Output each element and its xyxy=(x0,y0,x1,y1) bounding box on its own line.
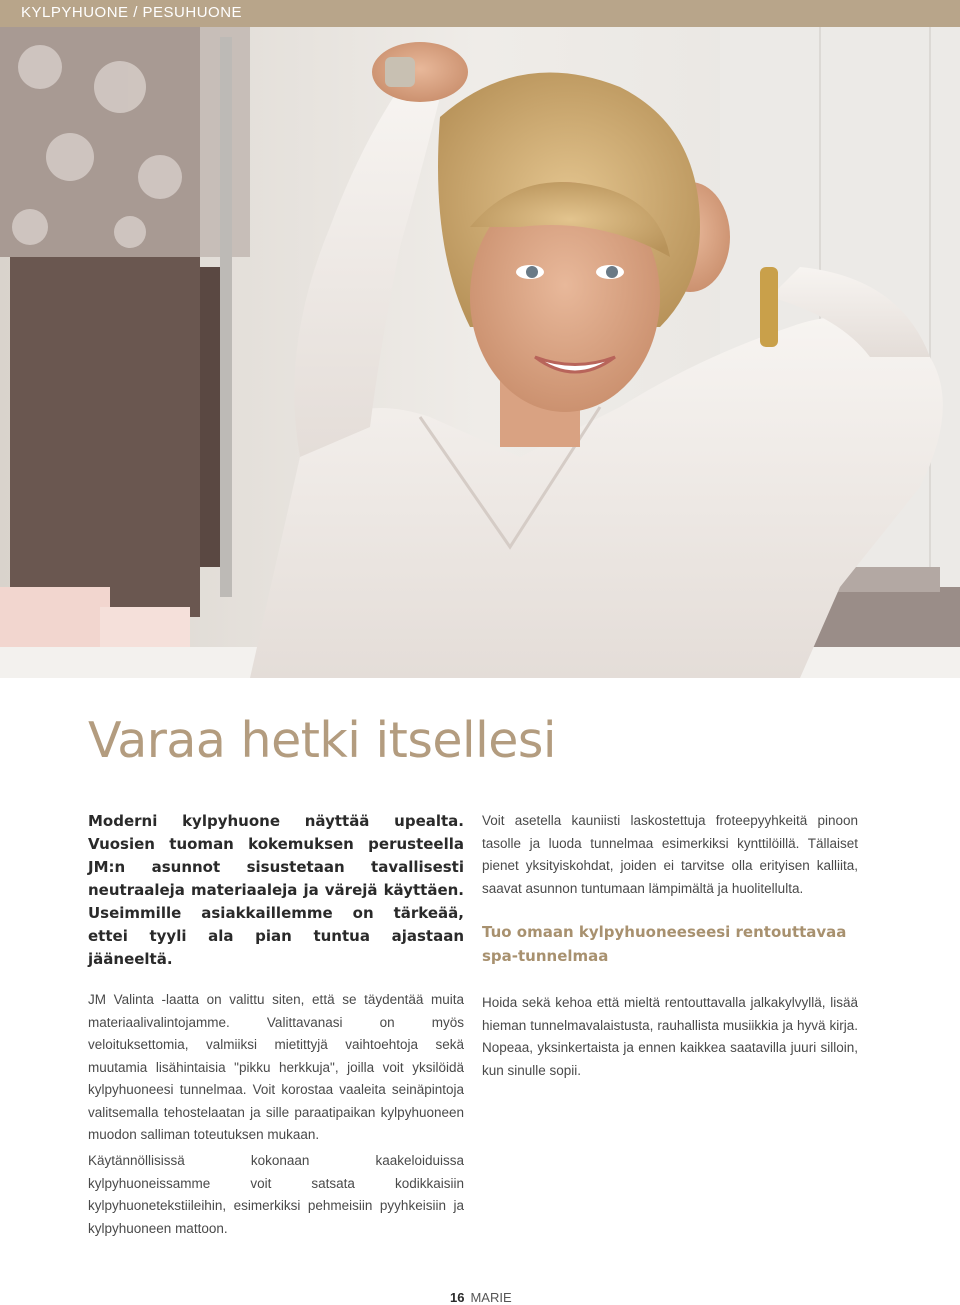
body-paragraph: Voit asetella kauniisti laskostettuja froteepyyhkeitä pinoon tasolle ja luoda tunnelmaa esimerkiksi kynttilöillä. Tällaiset pienet yksityiskohdat, joiden ei tarvitse olla erityisen kalliita, saavat asunnon tuntumaan lämpimältä ja huolitellulta. xyxy=(482,813,858,896)
magazine-name: MARIE xyxy=(470,1290,512,1305)
page-footer xyxy=(450,1290,512,1305)
hero-photo xyxy=(0,27,960,678)
left-column xyxy=(88,810,464,1167)
body-paragraph: Käytännöllisissä kokonaan kaakeloiduissa kylpyhuoneissamme voit satsata kodikkaisiin kylpyhuonetekstiileihin, esimerkiksi pehmeisiin pyyhkeisiin ja kylpyhuoneen mattoon. xyxy=(88,1153,464,1236)
body-paragraph: Hoida sekä kehoa että mieltä rentouttavalla jalkakylvyllä, lisää hieman tunnelmavalaistusta, rauhallista musiikkia ja hyvä kirja. Nopeaa, yksinkertaista ja ennen kaikkea saatavilla juuri silloin, kun sinulle sopii. xyxy=(482,995,858,1078)
article-title: Varaa hetki itsellesi xyxy=(88,712,557,769)
right-column xyxy=(482,810,858,1102)
body-paragraph: JM Valinta -laatta on valittu siten, että se täydentää muita materiaalivalintojamme. Valittavanasi on myös veloituksettomia, valmiiksi mietittyjä vaihtoehtoja sekä muutamia lisähintaisia "pikku herkkuja", joilla voit yksilöidä kylpyhuoneesi tunnelmaa. Voit korostaa vaaleita seinäpintoja valitsemalla tehostelaatan ja sille paraatipaikan kylpyhuoneen muodon salliman toteutuksen mukaan. xyxy=(88,992,464,1142)
page-number: 16 xyxy=(450,1290,465,1305)
lead-paragraph: Moderni kylpyhuone näyttää upealta. Vuosien tuoman kokemuksen perusteella JM:n asunnot sisustetaan tavallisesti neutraaleja materiaaleja ja värejä käyttäen. Useimmille asiakkaillemme on tärkeää, ettei tyyli ala pian tuntua ajastaan jääneeltä. xyxy=(88,812,464,968)
header-bar xyxy=(0,0,960,27)
section-label: KYLPYHUONE / PESUHUONE xyxy=(21,4,243,21)
subheading: Tuo omaan kylpyhuoneeseesi rentouttavaa spa-tunnelmaa xyxy=(482,923,847,965)
